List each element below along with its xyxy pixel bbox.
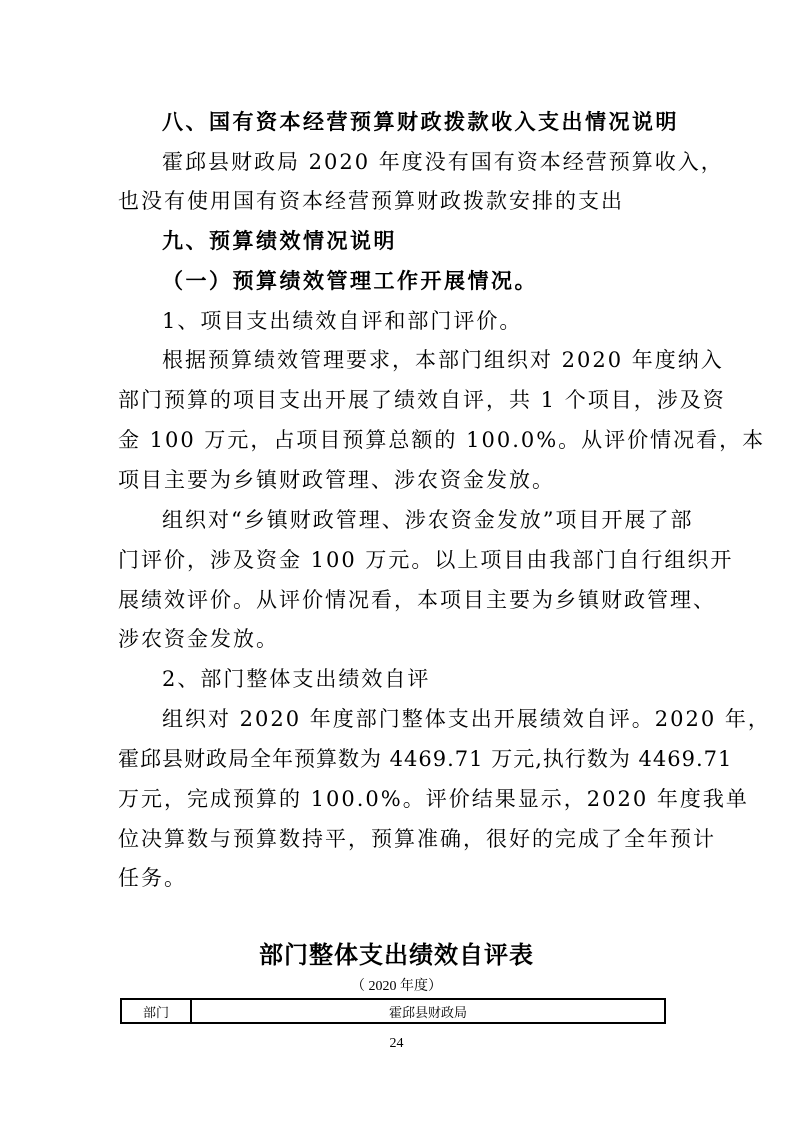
performance-table bbox=[120, 998, 666, 1024]
paragraph-line: 也没有使用国有资本经营预算财政拨款安排的支出 bbox=[118, 189, 624, 213]
paragraph-line: 项目主要为乡镇财政管理、涉农资金发放。 bbox=[118, 468, 555, 492]
paragraph-line: 霍邱县财政局全年预算数为 4469.71 万元,执行数为 4469.71 bbox=[118, 747, 733, 771]
table-title: 部门整体支出绩效自评表 bbox=[259, 940, 534, 969]
paragraph-line: 任务。 bbox=[118, 866, 187, 890]
paragraph-line: 根据预算绩效管理要求，本部门组织对 2020 年度纳入 bbox=[162, 348, 724, 372]
section-heading-9: 九、预算绩效情况说明 bbox=[162, 228, 397, 253]
item-heading-2: 2、部门整体支出绩效自评 bbox=[162, 667, 431, 691]
paragraph-line: 霍邱县财政局 2020 年度没有国有资本经营预算收入， bbox=[162, 150, 724, 174]
paragraph-line: 门评价，涉及资金 100 万元。以上项目由我部门自行组织开 bbox=[118, 548, 734, 572]
section-heading-8: 八、国有资本经营预算财政拨款收入支出情况说明 bbox=[162, 109, 679, 134]
paragraph-line: 部门预算的项目支出开展了绩效自评，共 1 个项目，涉及资 bbox=[118, 388, 726, 412]
paragraph-line: 万元，完成预算的 100.0%。评价结果显示，2020 年度我单 bbox=[118, 787, 749, 811]
page-number: 24 bbox=[389, 1036, 404, 1051]
table-row bbox=[121, 999, 665, 1023]
table-cell-value: 霍邱县财政局 bbox=[191, 999, 665, 1023]
paragraph-line: 涉农资金发放。 bbox=[118, 627, 279, 651]
paragraph-line: 组织对“乡镇财政管理、涉农资金发放”项目开展了部 bbox=[162, 508, 694, 532]
item-heading-1: 1、项目支出绩效自评和部门评价。 bbox=[162, 309, 523, 333]
subsection-heading-1: （一）预算绩效管理工作开展情况。 bbox=[162, 268, 538, 293]
paragraph-line: 位决算数与预算数持平，预算准确，很好的完成了全年预计 bbox=[118, 827, 716, 851]
table-cell-label: 部门 bbox=[121, 999, 191, 1023]
paragraph-line: 组织对 2020 年度部门整体支出开展绩效自评。2020 年， bbox=[162, 707, 771, 731]
paragraph-line: 展绩效评价。从评价情况看，本项目主要为乡镇财政管理、 bbox=[118, 588, 716, 612]
table-year: （ 2020 年度） bbox=[351, 979, 442, 994]
paragraph-line: 金 100 万元，占项目预算总额的 100.0%。从评价情况看，本 bbox=[118, 428, 766, 452]
